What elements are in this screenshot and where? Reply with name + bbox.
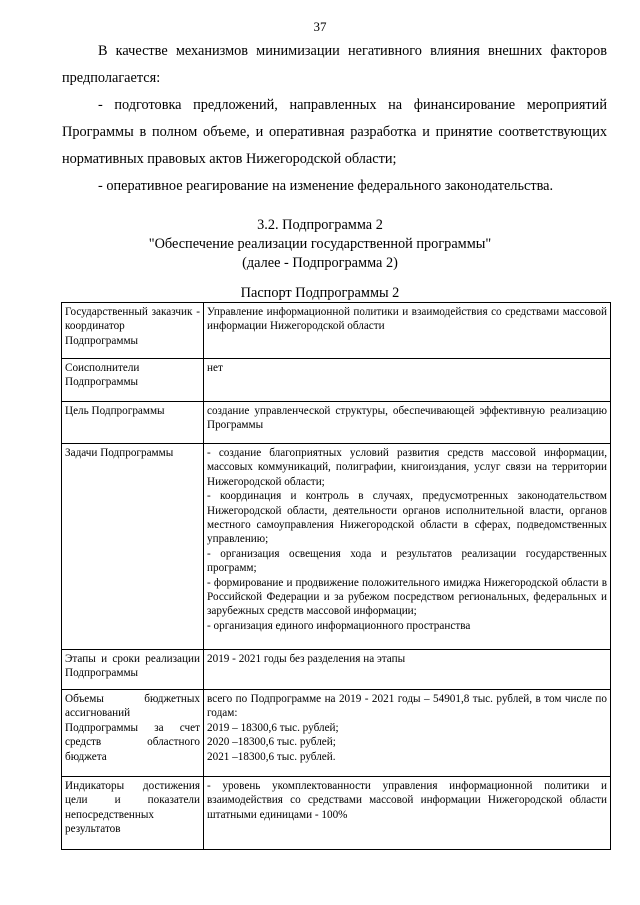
task-item: - создание благоприятных условий развития средств массовой информации, массовых коммуникаций, полиграфии, книгоиздания, услуг связи на территории Нижегородской области;: [207, 447, 607, 488]
row-value: [204, 690, 611, 777]
row-value: нет: [204, 359, 611, 402]
budget-year: 2019 – 18300,6 тыс. рублей;: [207, 721, 339, 734]
row-label: Задачи Подпрограммы: [62, 444, 204, 650]
table-row: [62, 402, 611, 444]
task-item: - координация и контроль в случаях, предусмотренных законодательством Нижегородской области, деятельности органов исполнительной власти, органов местного самоуправления Нижегородской области в сферах, подведомственных управлению;: [207, 490, 607, 546]
row-label: Этапы и сроки реализации Подпрограммы: [62, 650, 204, 690]
row-label: Индикаторы достижения цели и показатели непосредственных результатов: [62, 777, 204, 850]
intro-paragraph-3: - оперативное реагирование на изменение федерального законодательства.: [98, 178, 554, 194]
task-item: - организация единого информационного пространства: [207, 619, 471, 632]
section-heading-note: (далее - Подпрограмма 2): [242, 255, 398, 271]
section-heading-title: "Обеспечение реализации государственной программы": [148, 236, 492, 252]
row-label: Цель Подпрограммы: [62, 402, 204, 444]
task-item: - организация освещения хода и результатов реализации государственных программ;: [207, 547, 607, 575]
intro-paragraph-1: В качестве механизмов минимизации негативного влияния внешних факторов предполагается:: [62, 43, 607, 86]
task-item: - формирование и продвижение положительного имиджа Нижегородской области в Российской Федерации и за рубежом посредством региональных, федеральных и зарубежных средств массовой информации;: [207, 576, 607, 618]
table-row: [62, 444, 611, 650]
row-value: 2019 - 2021 годы без разделения на этапы: [204, 650, 611, 690]
table-row: [62, 777, 611, 850]
row-label: Соисполнители Подпрограммы: [62, 359, 204, 402]
row-label: Государственный заказчик - координатор Подпрограммы: [62, 303, 204, 359]
row-value: Управление информационной политики и взаимодействия со средствами массовой информации Нижегородской области: [204, 303, 611, 359]
passport-table: [61, 302, 611, 850]
table-row: [62, 359, 611, 402]
table-row: [62, 690, 611, 777]
table-row: [62, 303, 611, 359]
table-row: [62, 650, 611, 690]
passport-title: Паспорт Подпрограммы 2: [240, 285, 400, 301]
row-label: Объемы бюджетных ассигнований Подпрограммы за счет средств областного бюджета: [62, 690, 204, 777]
intro-paragraph-2: - подготовка предложений, направленных на финансирование мероприятий Программы в полном объеме, и оперативная разработка и принятие соответствующих нормативных правовых актов Нижегородской области;: [62, 97, 607, 167]
budget-year: 2020 –18300,6 тыс. рублей;: [207, 736, 336, 749]
row-value: [204, 444, 611, 650]
section-heading-number: 3.2. Подпрограмма 2: [257, 217, 383, 233]
budget-year: 2021 –18300,6 тыс. рублей.: [207, 750, 336, 763]
row-value: создание управленческой структуры, обеспечивающей эффективную реализацию Программы: [204, 402, 611, 444]
budget-total: всего по Подпрограмме на 2019 - 2021 годы – 54901,8 тыс. рублей, в том числе по годам:: [207, 693, 607, 720]
page-number: 37: [313, 19, 327, 34]
row-value: - уровень укомплектованности управления информационной политики и взаимодействия со средствами массовой информации Нижегородской области штатными единицами - 100%: [204, 777, 611, 850]
